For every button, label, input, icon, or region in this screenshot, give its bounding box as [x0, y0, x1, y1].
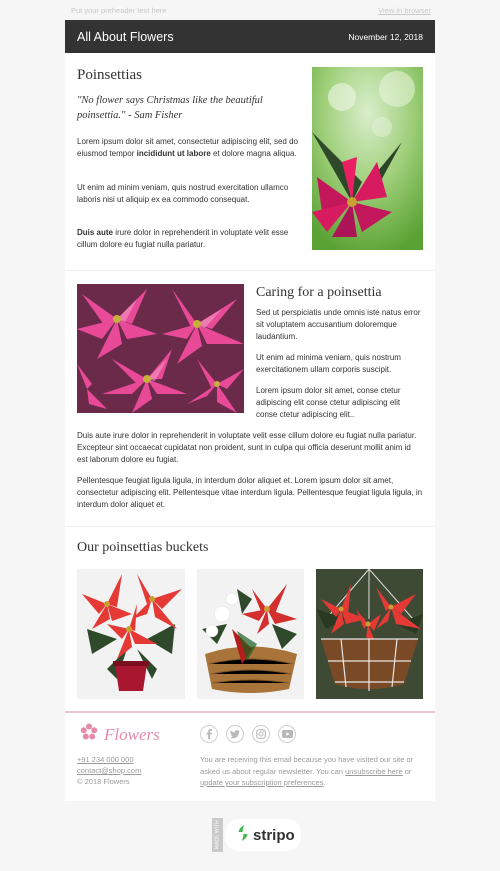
- poinsettia-closeup-image: [312, 67, 423, 250]
- preheader-bar: [71, 4, 431, 18]
- section1-paragraph-3: Duis aute irure dolor in reprehenderit in voluptate velit esse cillum dolore eu fugiat nulla pariatur.: [77, 228, 289, 249]
- stripo-leaf-icon: [237, 825, 249, 846]
- twitter-icon[interactable]: [226, 725, 244, 743]
- flower-icon: [80, 723, 98, 746]
- product-image-basket-arrangement[interactable]: [197, 569, 304, 699]
- stripo-logo: [225, 819, 301, 851]
- footer-notice: You are receiving this email because you have visited our site or asked us about regular newsletter. You can unsubscribe here or update your subscription preferences.: [200, 755, 414, 787]
- section-heading: Caring for a poinsettia: [256, 285, 382, 300]
- section2-paragraph-2: Ut enim ad minima veniam, quis nostrum exercitationem ullam corporis suscipit.: [256, 353, 401, 374]
- quote-text: "No flower says Christmas like the beautiful poinsettia." - Sam Fisher: [77, 95, 263, 121]
- section-heading: Poinsettias: [77, 67, 143, 83]
- footer-logo[interactable]: [80, 723, 160, 746]
- footer-email-link[interactable]: contact@shop.com: [77, 766, 142, 775]
- youtube-icon[interactable]: [278, 725, 296, 743]
- update-preferences-link[interactable]: update your subscription preferences: [200, 778, 324, 787]
- unsubscribe-link[interactable]: unsubscribe here: [345, 766, 403, 776]
- logo-text: Flowers: [104, 724, 160, 744]
- footer-copyright: © 2018 Flowers: [77, 777, 130, 786]
- preheader-text: Put your preheader text here: [71, 6, 167, 15]
- facebook-icon[interactable]: [200, 725, 218, 743]
- section2-paragraph-4: Duis aute irure dolor in reprehenderit in voluptate velit esse cillum dolore eu fugiat nulla pariatur. Excepteur sint occaecat cupidatat non proident, sunt in culpa qui officia deserunt mollit anim id est laborum dolore eu fugiat.: [77, 431, 417, 464]
- made-with-label: MADE WITH: [212, 818, 223, 852]
- email-title: All About Flowers: [77, 30, 174, 44]
- footer-phone-link[interactable]: +91 234 000 000: [77, 755, 134, 764]
- section2-paragraph-3: Lorem ipsum dolor sit amet, conse ctetur adipiscing elit conse ctetur adipiscing elit conse ctetur adipiscing elit..: [256, 386, 401, 419]
- stripo-wordmark: stripo: [253, 826, 295, 844]
- product-image-potted-poinsettia[interactable]: [77, 569, 185, 699]
- stripo-badge[interactable]: [212, 818, 301, 852]
- section1-paragraph-1: Lorem ipsum dolor sit amet, consectetur adipiscing elit, sed do eiusmod tempor incididunt ut labore et dolore magna aliqua.: [77, 137, 298, 158]
- product-image-hanging-basket[interactable]: [316, 569, 423, 699]
- instagram-icon[interactable]: [252, 725, 270, 743]
- email-date: November 12, 2018: [348, 32, 423, 42]
- email-header: [65, 20, 435, 53]
- section-heading: Our poinsettias buckets: [77, 540, 209, 555]
- section2-paragraph-5: Pellentesque feugiat ligula ligula, in interdum dolor aliquet et. Lorem ipsum dolor sit amet, consectetur adipiscing elit. Pellentesque vitae interdum ligula. Pellentesque feugiat ligula ligula, in interdum dolor aliquet et.: [77, 476, 423, 509]
- view-in-browser-link[interactable]: View in browser: [378, 6, 431, 15]
- footer-divider: [65, 711, 435, 713]
- section2-paragraph-1: Sed ut perspiciatis unde omnis iste natus error sit voluptatem accusantium doloremque laudantium.: [256, 308, 421, 341]
- pink-poinsettias-image: [77, 284, 244, 413]
- section1-paragraph-2: Ut enim ad minim veniam, quis nostrud exercitation ullamco laboris nisi ut aliquip ex ea commodo consequat.: [77, 183, 289, 204]
